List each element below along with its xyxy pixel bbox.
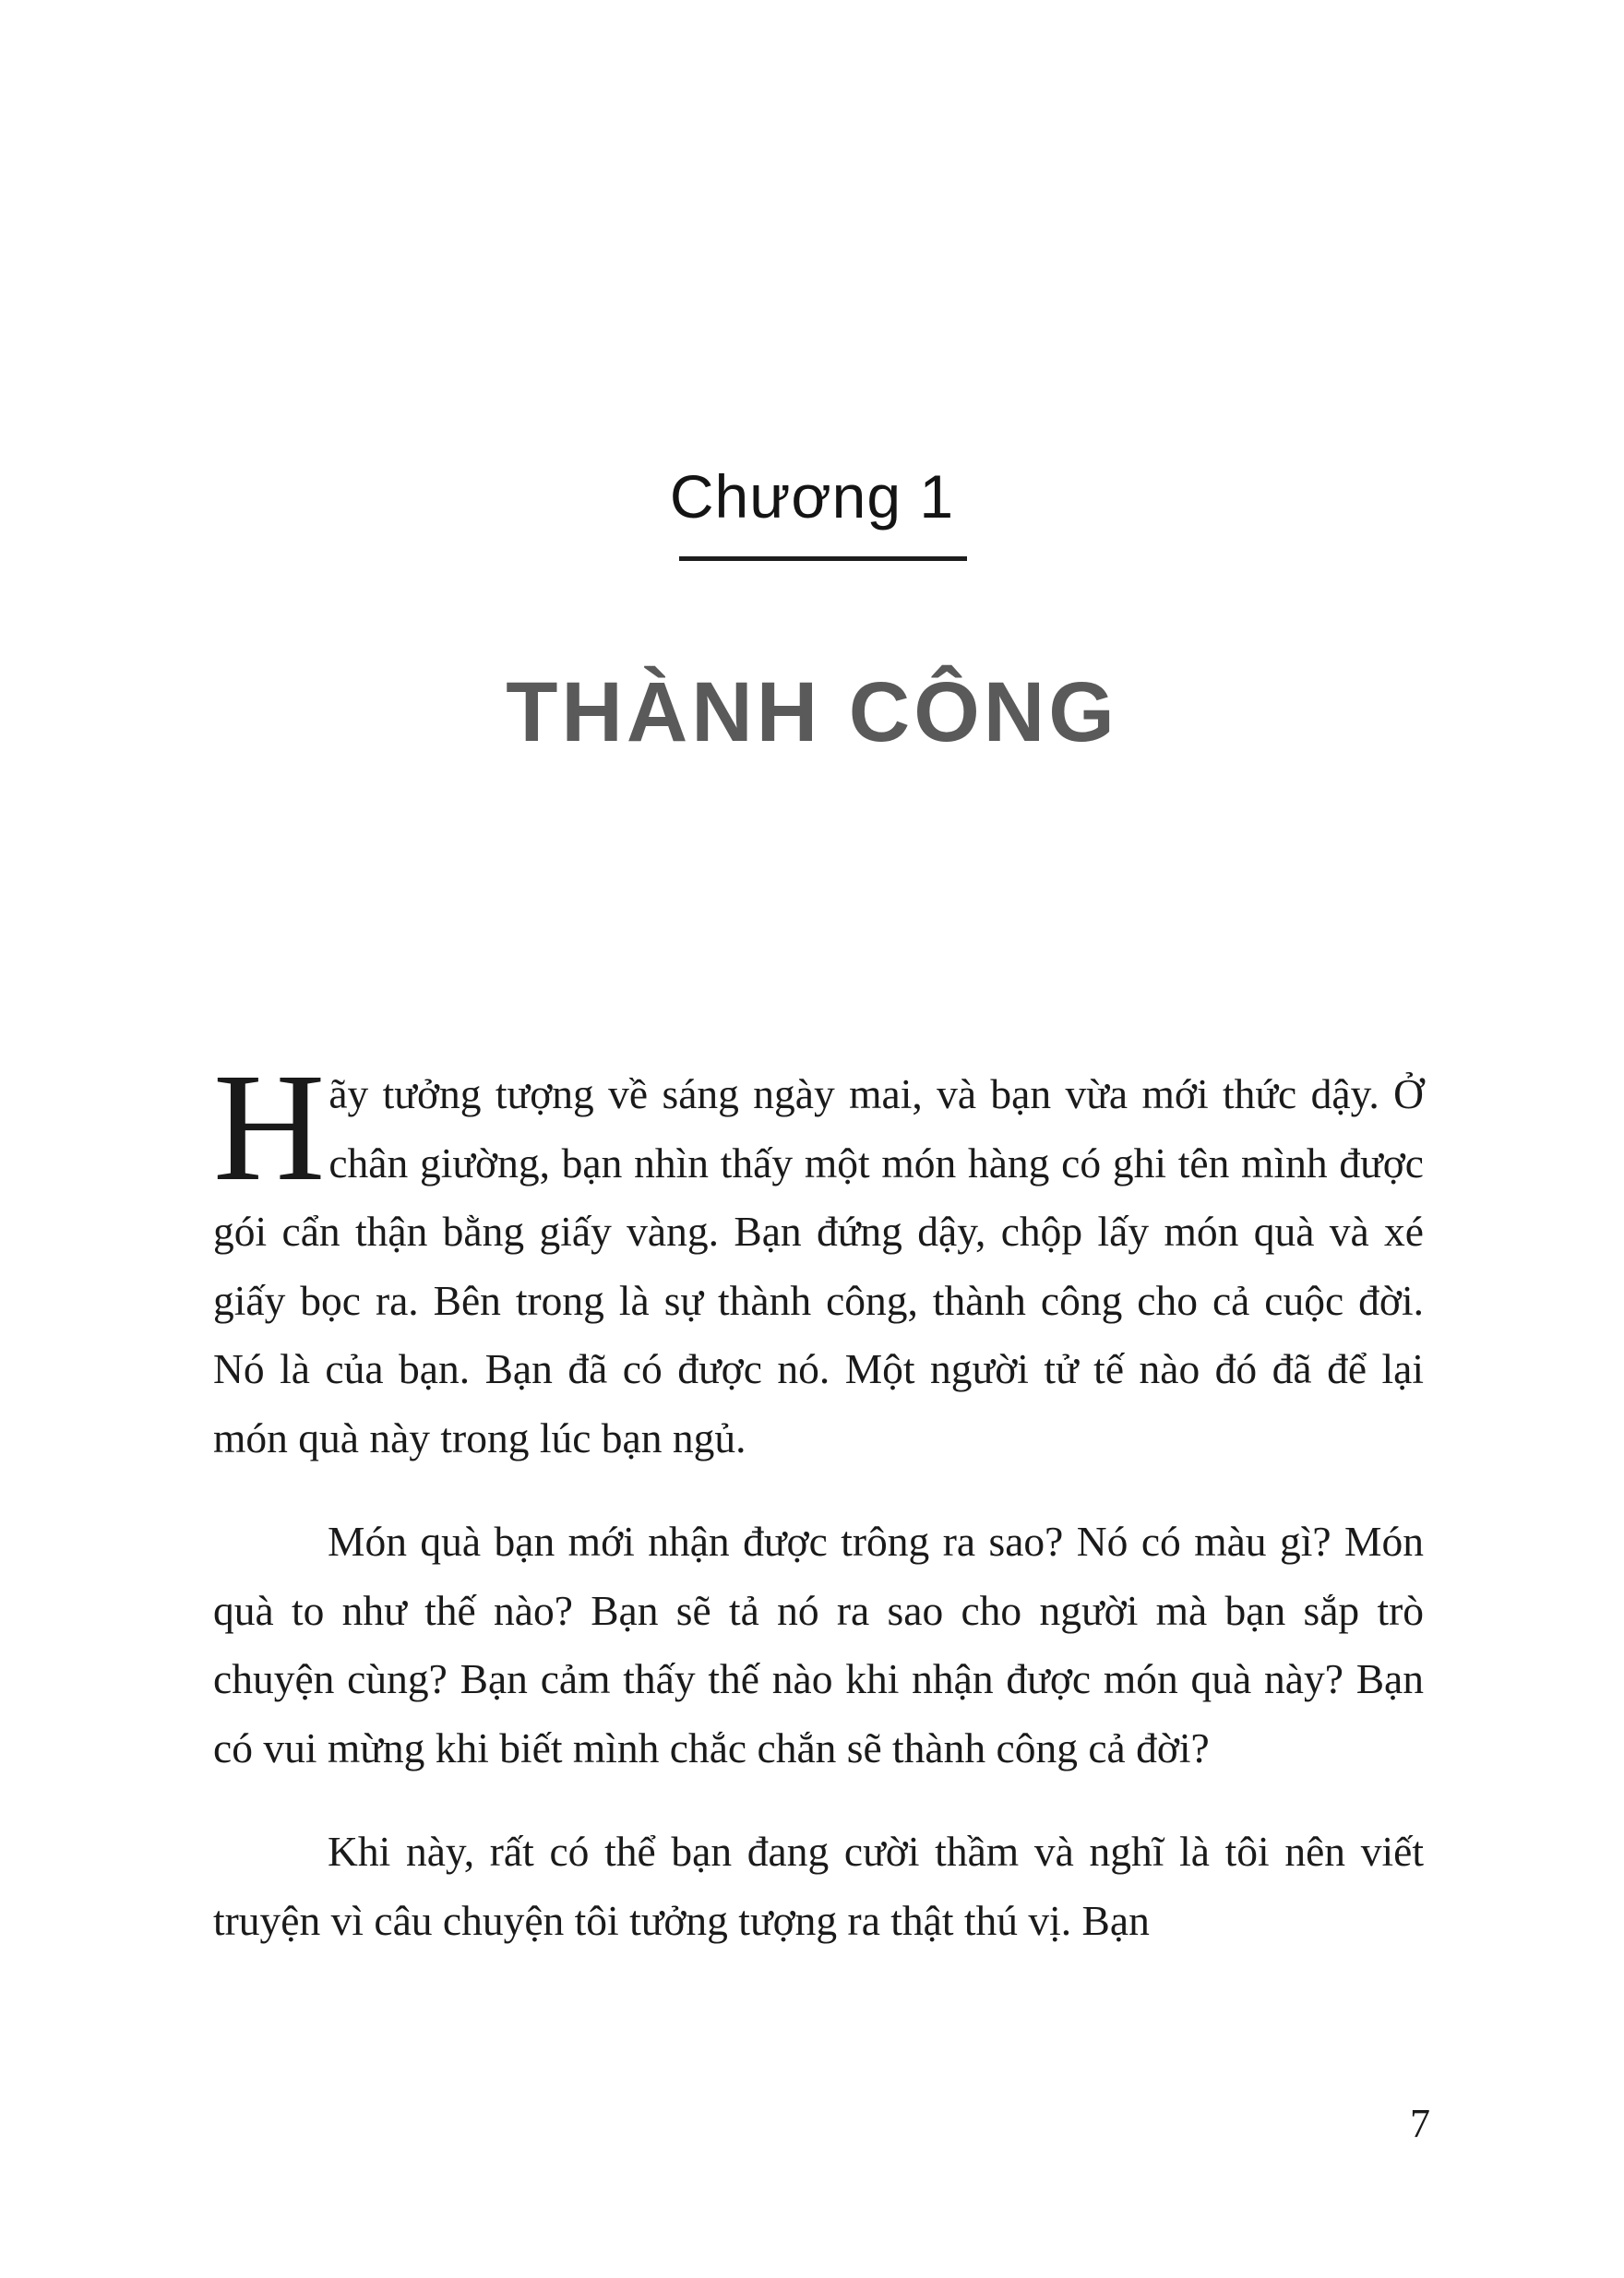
body-text bbox=[213, 1042, 1424, 1955]
paragraph-2: Món quà bạn mới nhận được trông ra sao? Nó có màu gì? Món quà to như thế nào? Bạn sẽ tả nó ra sao cho người mà bạn sắp trò chuyện cùng? Bạn cảm thấy thế nào khi nhận được món quà này? Bạn có vui mừng khi biết mình chắc chắn sẽ thành công cả đời? bbox=[213, 1518, 1424, 1771]
chapter-underline-divider bbox=[679, 556, 967, 561]
paragraph-1 bbox=[213, 1042, 1424, 1473]
page-number: 7 bbox=[1410, 2101, 1430, 2146]
chapter-number-label: Chương 1 bbox=[669, 462, 955, 531]
chapter-title: THÀNH CÔNG bbox=[506, 665, 1118, 759]
paragraph-1-text: ãy tưởng tượng về sáng ngày mai, và bạn vừa mới thức dậy. Ở chân giường, bạn nhìn thấy một món hàng có ghi tên mình được gói cẩn thận bằng giấy vàng. Bạn đứng dậy, chộp lấy món quà và xé giấy bọc ra. Bên trong là sự thành công, thành công cho cả cuộc đời. Nó là của bạn. Bạn đã có được nó. Một người tử tế nào đó đã để lại món quà này trong lúc bạn ngủ. bbox=[213, 1070, 1424, 1461]
drop-cap: H bbox=[213, 1042, 326, 1213]
paragraph-3: Khi này, rất có thể bạn đang cười thầm và nghĩ là tôi nên viết truyện vì câu chuyện tôi tưởng tượng ra thật thú vị. Bạn bbox=[213, 1828, 1424, 1944]
